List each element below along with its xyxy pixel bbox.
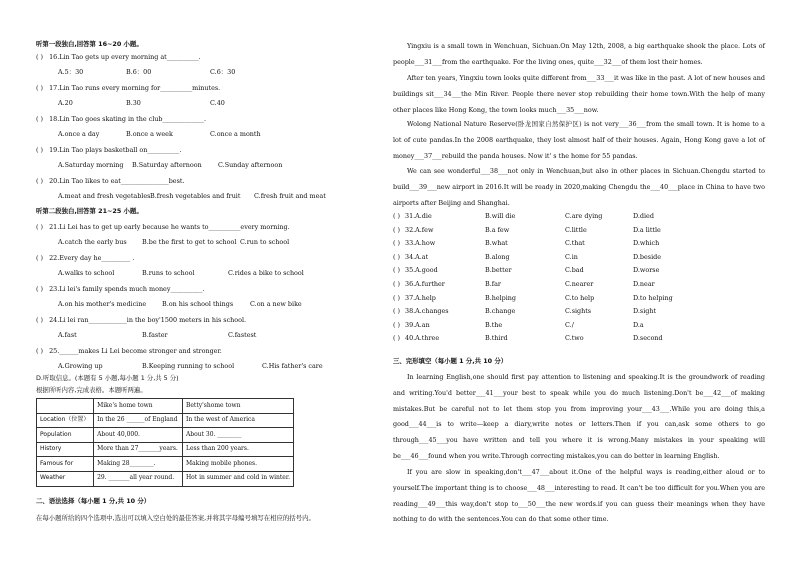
cloze-paragraph-1: In learning English,one should first pay attention to listening and speaking.It is the groundwork of reading and writing.You'd better___41___your best to speak while you do much listening.Don't be___42___of making mistakes.But be careful not to let them stop you from improving your___43___.While you are doing this,a good___44___is to write—keep a diary,write notes or letters.Then if you can,ask some others to go through___45___you have written and tell you where it is wrong.Many mistakes in your speaking will be___46___found when you write.Through correcting mistakes,you can do better in learning English.	[393, 373, 765, 460]
option-c[interactable]: C.rides a bike to school	[228, 269, 304, 277]
answer-paren[interactable]: ( )	[393, 212, 401, 220]
option-c[interactable]: C.are dying	[565, 212, 603, 220]
option-c[interactable]: C.His father's care	[262, 362, 323, 370]
question-stem: 23.Li lei's family spends much money__________.	[49, 285, 205, 293]
choice-row	[393, 237, 765, 250]
option-b[interactable]: B.faster	[142, 331, 168, 339]
table-cell	[37, 399, 94, 414]
option-b[interactable]: B.a few	[485, 225, 510, 234]
table-cell: About 30. ________	[182, 428, 293, 443]
option-a[interactable]: 38.A.changes	[405, 307, 449, 316]
option-b[interactable]: B.30	[126, 99, 141, 107]
option-c[interactable]: C.nearer	[565, 280, 594, 288]
table-cell: More than 27_______years.	[94, 442, 183, 457]
answer-paren[interactable]: ( )	[393, 334, 401, 343]
passage-paragraph-4: We can see wonderful___38___not only in Wenchuan,but also in other places in Sichuan.Chengdu started to build___39___new airport in 2016.It will be ready in 2020,making Chengdu the___40___place in China to have two airports after Beijing and Shanghai.	[393, 167, 765, 207]
option-c[interactable]: C.fresh fruit and meat	[254, 192, 326, 200]
option-c[interactable]: C.bad	[565, 266, 584, 275]
table-cell: Making mobile phones.	[182, 457, 293, 472]
answer-paren[interactable]: ( )	[393, 320, 401, 329]
option-b[interactable]: B.on his school things	[162, 300, 234, 308]
question-stem: 16.Lin Tao gets up every morning at__________.	[49, 53, 201, 61]
option-d[interactable]: D.near	[633, 280, 655, 288]
option-c[interactable]: C.fastest	[228, 331, 257, 339]
table-cell: Mike's home town	[94, 399, 183, 414]
option-d[interactable]: D.a little	[633, 225, 661, 234]
option-c[interactable]: C.once a month	[210, 130, 261, 138]
question-stem: 21.Li Lei has to get up early because he wants to__________every morning.	[49, 223, 290, 231]
question-18	[36, 113, 206, 126]
question-23	[36, 283, 204, 296]
option-c[interactable]: C.Sunday afternoon	[218, 161, 283, 169]
answer-paren[interactable]: ( )	[36, 347, 44, 355]
info-table	[36, 398, 294, 487]
answer-paren[interactable]: ( )	[36, 177, 44, 185]
passage-paragraph-1: Yingxiu is a small town in Wenchuan, Sichuan.On May 12th, 2008, a big earthquake shook the place. Lots of people___31___from the earthquake. For the living ones, quite___32___of them lost their homes.	[393, 42, 765, 66]
section-heading-d: D.听取信息。(本题有 5 小题,每小题 1 分,共 5 分)	[36, 374, 179, 382]
option-b[interactable]: B.Keeping running to school	[142, 362, 235, 370]
question-24	[36, 314, 246, 327]
section-heading-listening-a: 听第一段独白,回答第 16~20 小题。	[36, 40, 143, 48]
table-cell: Location（位置）	[37, 413, 94, 428]
option-b[interactable]: B.better	[485, 266, 512, 275]
answer-paren[interactable]: ( )	[36, 53, 44, 61]
choice-row	[393, 278, 765, 291]
option-d[interactable]: D.worse	[633, 266, 660, 275]
cloze-paragraph-2: If you are slow in speaking,don't___47___about it.One of the helpful ways is reading,either aloud or to yourself.The important thing is to choose___48___interesting to read. It can't be too difficult for you.When you are reading___49___this way,don't stop to___50___the new words.if you can guess their meanings when they have nothing to do with the sentences.You can do that some other time.	[393, 468, 765, 524]
choice-row	[393, 292, 765, 305]
table-cell: Making 28________.	[94, 457, 183, 472]
option-a[interactable]: A.Growing up	[58, 362, 103, 370]
table-cell: Less than 200 years.	[182, 442, 293, 457]
option-b[interactable]: B.runs to school	[142, 269, 195, 277]
table-cell: 29. _______all year round.	[94, 471, 183, 486]
option-b[interactable]: B.be the first to get to school	[142, 238, 237, 246]
option-c[interactable]: C.little	[565, 225, 587, 234]
option-c[interactable]: C.sights	[565, 307, 592, 316]
option-b[interactable]: B.far	[485, 280, 501, 288]
option-c[interactable]: C.run to school	[240, 238, 290, 246]
option-c[interactable]: C.that	[565, 239, 585, 248]
table-row	[37, 413, 294, 428]
answer-paren[interactable]: ( )	[36, 223, 44, 231]
option-c[interactable]: C.6：30	[210, 68, 236, 76]
option-c[interactable]: C.on a new bike	[250, 300, 302, 308]
answer-paren[interactable]: ( )	[393, 252, 401, 261]
section-2-instruction: 在每小题所给的四个选项中,选出可以填入空白处的最佳答案,并将其字母编号填写在相应的括号内。	[36, 514, 315, 522]
table-cell: About 40,000.	[94, 428, 183, 443]
answer-paren[interactable]: ( )	[36, 146, 44, 154]
option-b[interactable]: B.the	[485, 320, 503, 329]
question-stem: 17.Lin Tao runs every morning for__________minutes.	[49, 84, 221, 92]
question-25	[36, 345, 222, 358]
passage-paragraph-3: Wolong National Nature Reserve(卧龙国家自然保护区) is not very___36___from the small town. It is home to a lot of cute pandas.In the 2008 earthquake, they lost almost half of their houses. Again, Hong Kong gave a lot of money___37___rebuild the panda houses. Now it' s the home for 55 pandas.	[393, 120, 765, 160]
answer-paren[interactable]: ( )	[393, 239, 401, 248]
option-a[interactable]: 32.A.few	[405, 225, 434, 234]
table-row	[37, 442, 294, 457]
answer-paren[interactable]: ( )	[393, 280, 401, 288]
option-d[interactable]: D.beside	[633, 252, 661, 261]
table-cell: Famous for	[37, 457, 94, 472]
choice-row	[393, 251, 765, 264]
choice-row	[393, 332, 765, 345]
section-instruction-d: 根据所听内容,完成表格。本题听两遍。	[36, 386, 147, 394]
section-2-title: 二、语法选择（每小题 1 分,共 10 分）	[36, 497, 151, 505]
option-a[interactable]: 34.A.at	[405, 252, 429, 261]
option-c[interactable]: C.40	[210, 99, 225, 107]
table-cell: Betty'shome town	[182, 399, 293, 414]
table-row	[37, 471, 294, 486]
question-16	[36, 51, 201, 64]
option-a[interactable]: 33.A.how	[405, 239, 436, 248]
choice-row	[393, 305, 765, 318]
option-a[interactable]: 36.A.further	[405, 280, 445, 288]
answer-paren[interactable]: ( )	[36, 84, 44, 92]
option-d[interactable]: D.second	[633, 334, 663, 343]
answer-paren[interactable]: ( )	[393, 266, 401, 275]
table-row	[37, 428, 294, 443]
option-a[interactable]: A.5：30	[58, 68, 84, 76]
section-heading-listening-b: 听第二段独白,回答第 21~25 小题。	[36, 207, 143, 215]
choice-row	[393, 264, 765, 277]
option-c[interactable]: C./	[565, 320, 574, 329]
question-22	[36, 252, 134, 265]
table-row	[37, 399, 294, 414]
option-b[interactable]: B.will die	[485, 212, 516, 220]
option-b[interactable]: B.once a week	[126, 130, 173, 138]
section-3-title: 三、完形填空（每小题 1 分,共 10 分）	[393, 357, 508, 365]
answer-paren[interactable]: ( )	[393, 225, 401, 234]
option-d[interactable]: D.a	[633, 320, 644, 329]
passage-paragraph-2: After ten years, Yingxiu town looks quite different from___33___it was like in the past. A lot of new houses and buildings sit___34___the Min River. People there never stop rebuilding their home town.With the help of many other places like Hong Kong, the town looks much___35___now.	[393, 74, 765, 114]
table-cell: Hot in summer and cold in winter.	[182, 471, 293, 486]
answer-paren[interactable]: ( )	[393, 293, 401, 302]
option-a[interactable]: A.once a day	[58, 130, 100, 138]
option-b[interactable]: B.what	[485, 239, 508, 248]
choice-row	[393, 319, 765, 332]
table-cell: In the west of America	[182, 413, 293, 428]
option-c[interactable]: C.to help	[565, 293, 595, 302]
table-cell: In the 26 ______of England	[94, 413, 183, 428]
choice-row	[393, 224, 765, 237]
option-d[interactable]: D.died	[633, 212, 654, 220]
question-stem: 19.Lin Tao plays basketball on__________.	[49, 146, 182, 154]
question-stem: 25.______makes Li Lei become stronger and stronger.	[49, 347, 222, 355]
option-a[interactable]: A.walks to school	[58, 269, 115, 277]
option-a[interactable]: 35.A.good	[405, 266, 438, 275]
option-d[interactable]: D.sight	[633, 307, 657, 316]
answer-paren[interactable]: ( )	[36, 115, 44, 123]
question-20	[36, 175, 184, 188]
choice-row	[393, 210, 765, 223]
option-a[interactable]: 37.A.help	[405, 293, 436, 302]
question-stem: 22.Every day he_________ .	[49, 254, 135, 262]
question-stem: 20.Lin Tao likes to eat_______________best.	[49, 177, 185, 185]
answer-paren[interactable]: ( )	[36, 254, 44, 262]
option-b[interactable]: B.change	[485, 307, 516, 316]
option-d[interactable]: D.to helping	[633, 293, 673, 302]
option-a[interactable]: A.catch the early bus	[58, 238, 127, 246]
option-c[interactable]: C.two	[565, 334, 584, 343]
option-b[interactable]: B.third	[485, 334, 508, 343]
question-stem: 24.Li lei ran____________in the boy'1500 meters in his school.	[49, 316, 247, 324]
option-a[interactable]: A.fast	[58, 331, 77, 339]
option-a[interactable]: 40.A.three	[405, 334, 440, 343]
table-cell: Weather	[37, 471, 94, 486]
option-d[interactable]: D.which	[633, 239, 660, 248]
option-c[interactable]: C.in	[565, 252, 578, 261]
option-a[interactable]: A.Saturday morning	[58, 161, 124, 169]
option-b[interactable]: B.6：00	[126, 68, 152, 76]
table-cell: Population	[37, 428, 94, 443]
table-cell: History	[37, 442, 94, 457]
option-b[interactable]: B.helping	[485, 293, 517, 302]
option-a[interactable]: 31.A.die	[405, 212, 432, 220]
table-row	[37, 457, 294, 472]
option-b[interactable]: B.Saturday afternoon	[132, 161, 202, 169]
option-b[interactable]: B.along	[485, 252, 510, 261]
answer-paren[interactable]: ( )	[36, 316, 44, 324]
question-17	[36, 82, 220, 95]
option-a[interactable]: A.on his mother's medicine	[58, 300, 147, 308]
answer-paren[interactable]: ( )	[36, 285, 44, 293]
question-19	[36, 144, 181, 157]
option-a[interactable]: A.meat and fresh vegetables	[58, 192, 151, 200]
question-21	[36, 221, 290, 234]
option-a[interactable]: A.20	[58, 99, 73, 107]
option-a[interactable]: 39.A.an	[405, 320, 430, 329]
option-b[interactable]: B.fresh vegetables and fruit	[150, 192, 241, 200]
question-stem: 18.Lin Tao goes skating in the club_____________.	[49, 115, 207, 123]
answer-paren[interactable]: ( )	[393, 307, 401, 316]
